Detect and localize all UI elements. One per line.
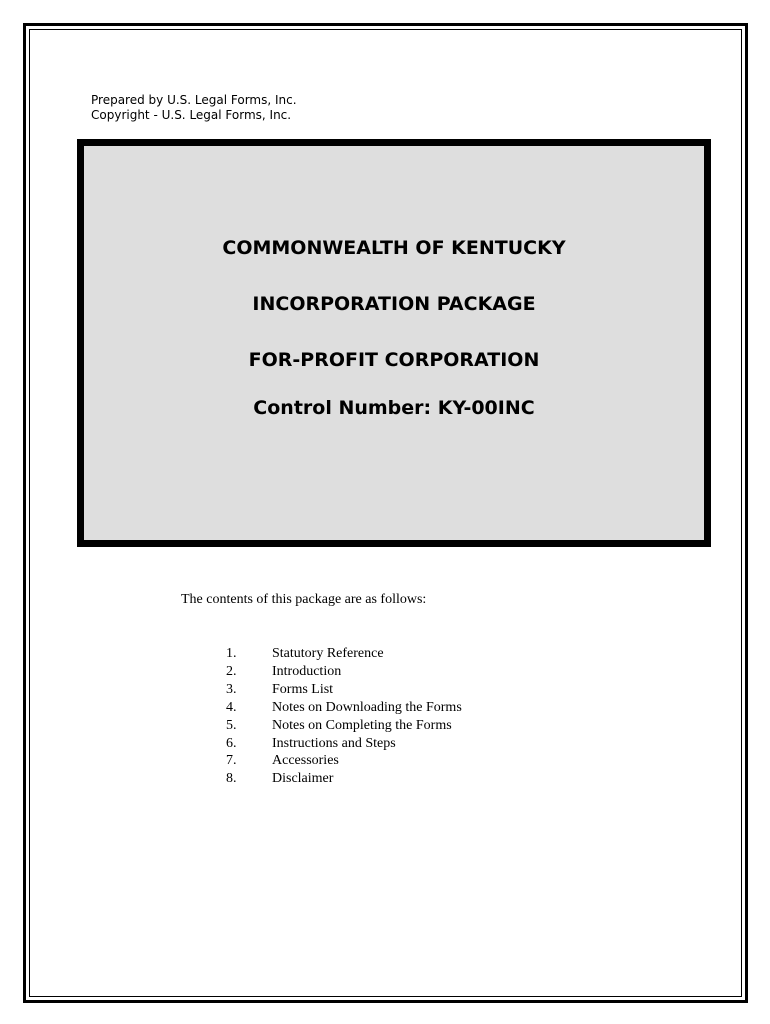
list-item-number: 6.	[226, 735, 237, 751]
list-item-label: Introduction	[272, 663, 342, 679]
list-item-number: 7.	[226, 753, 237, 769]
contents-intro: The contents of this package are as follows:	[181, 592, 427, 607]
copyright-text: Copyright - U.S. Legal Forms, Inc.	[91, 108, 292, 122]
list-item-number: 2.	[226, 663, 237, 679]
list-item	[220, 663, 462, 681]
list-item-label: Instructions and Steps	[272, 735, 396, 751]
list-item-number: 8.	[226, 771, 237, 787]
list-item-number: 3.	[226, 681, 237, 697]
list-item-number: 1.	[226, 646, 237, 661]
contents-list	[220, 645, 462, 788]
title-state: COMMONWEALTH OF KENTUCKY	[222, 237, 566, 259]
title-corporation-type: FOR-PROFIT CORPORATION	[248, 349, 540, 371]
list-item	[220, 735, 462, 753]
list-item-number: 4.	[226, 699, 237, 715]
title-box	[77, 139, 711, 547]
list-item-label: Disclaimer	[272, 771, 334, 787]
list-item-label: Accessories	[272, 753, 339, 769]
list-item	[220, 770, 462, 788]
list-item	[220, 681, 462, 699]
list-item	[220, 717, 462, 735]
list-item-label: Notes on Completing the Forms	[272, 717, 452, 733]
prepared-by-text: Prepared by U.S. Legal Forms, Inc.	[91, 93, 297, 107]
control-number: Control Number: KY-00INC	[253, 397, 535, 419]
list-item-label: Notes on Downloading the Forms	[272, 699, 462, 715]
list-item	[220, 752, 462, 770]
list-item-label: Forms List	[272, 681, 334, 697]
title-package: INCORPORATION PACKAGE	[252, 293, 536, 315]
list-item-number: 5.	[226, 717, 237, 733]
list-item	[220, 699, 462, 717]
list-item-label: Statutory Reference	[272, 646, 384, 661]
list-item	[220, 645, 462, 663]
preparer-block	[91, 93, 297, 123]
